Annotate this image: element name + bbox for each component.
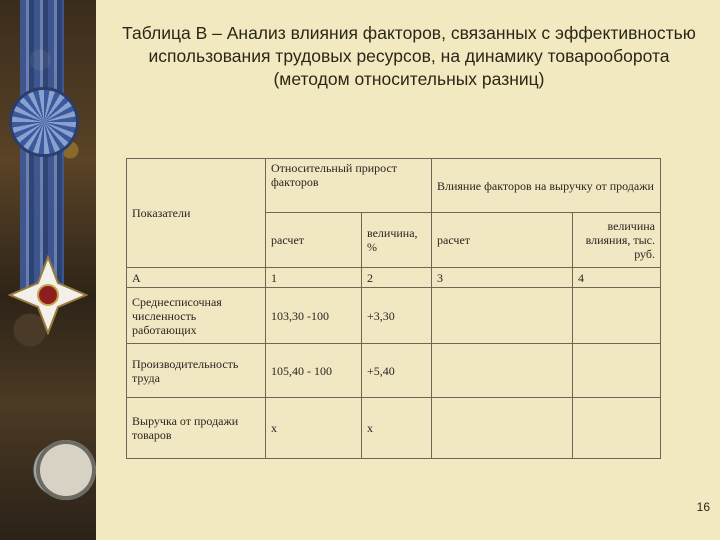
row-label: Среднесписочная численность работающих [127,288,266,344]
table-row [127,288,661,344]
header-relative-growth: Относительный прирост факторов [266,159,432,213]
row-influence [573,288,661,344]
index-cell: 2 [362,268,432,288]
index-cell: 1 [266,268,362,288]
decorative-side-image [0,0,96,540]
factor-analysis-table [126,158,661,459]
header-influence-value: величина влияния, тыс. руб. [573,213,661,268]
index-cell: 4 [573,268,661,288]
row-calc-2 [432,344,573,398]
row-value: х [362,398,432,459]
row-influence [573,344,661,398]
index-cell: 3 [432,268,573,288]
header-calc-2: расчет [432,213,573,268]
row-value: +3,30 [362,288,432,344]
compass-decoration [36,440,96,500]
header-value-pct: величина, % [362,213,432,268]
header-calc: расчет [266,213,362,268]
row-calc: 103,30 -100 [266,288,362,344]
row-calc-2 [432,288,573,344]
index-cell: А [127,268,266,288]
header-indicators: Показатели [127,159,266,268]
table-row [127,398,661,459]
row-value: +5,40 [362,344,432,398]
table-row [127,344,661,398]
row-calc: х [266,398,362,459]
row-label: Выручка от продажи товаров [127,398,266,459]
page-number: 16 [696,500,710,514]
medal-cross-icon [8,255,88,335]
slide-title: Таблица В – Анализ влияния факторов, связанных с эффективностью использования трудовых ресурсов, на динамику товарооборота (методом относительных разниц) [122,23,696,89]
row-calc-2 [432,398,573,459]
row-calc: 105,40 - 100 [266,344,362,398]
header-influence: Влияние факторов на выручку от продажи [432,159,661,213]
row-label: Производительность труда [127,344,266,398]
row-influence [573,398,661,459]
rosette-decoration [12,90,76,154]
